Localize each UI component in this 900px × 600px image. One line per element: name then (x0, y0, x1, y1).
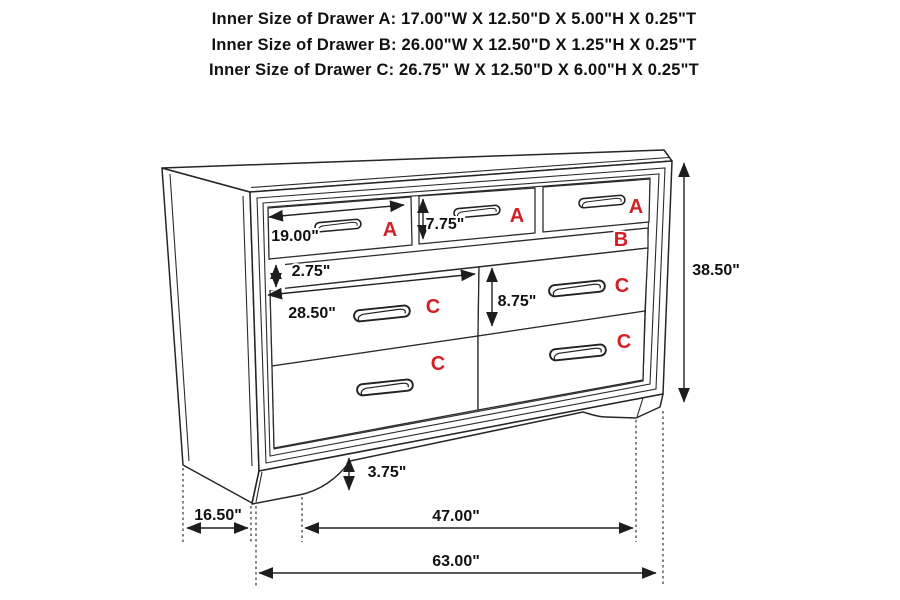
strip-b-label: B (613, 229, 629, 251)
dim-text-side-depth: 16.50" (194, 507, 242, 524)
dim-text-drawer-c-width: 28.50" (288, 305, 336, 322)
dim-text-drawer-a-width: 19.00" (271, 228, 319, 245)
header-line-drawer-b: Inner Size of Drawer B: 26.00"W X 12.50"D X 1.25"H X 0.25"T (211, 35, 697, 54)
header-line-drawer-a: Inner Size of Drawer A: 17.00"W X 12.50"D X 5.00"H X 0.25"T (211, 10, 697, 28)
dim-text-feet-span: 47.00" (432, 508, 480, 525)
header-line-drawer-c: Inner Size of Drawer C: 26.75" W X 12.50"D X 6.00"H X 0.25"T (209, 61, 699, 79)
drawer-a3-label: A (628, 196, 644, 218)
drawer-a1-label: A (382, 219, 398, 241)
drawer-c-top-right-label: C (614, 275, 630, 297)
drawer-c-bottom-left-label: C (430, 353, 446, 375)
dim-text-overall-width: 63.00" (432, 553, 480, 570)
side-panel (162, 168, 259, 503)
dim-text-strip-b-height: 2.75" (291, 263, 331, 280)
dim-text-drawer-a-height: 7.75" (425, 216, 465, 233)
drawer-a2-label: A (509, 205, 525, 227)
drawer-c-top-left-label: C (425, 296, 441, 318)
dim-text-overall-height: 38.50" (692, 262, 740, 279)
dim-text-base-height: 3.75" (367, 464, 407, 481)
dim-text-drawer-c-height: 8.75" (497, 293, 537, 310)
drawer-c-bottom-right-label: C (616, 331, 632, 353)
